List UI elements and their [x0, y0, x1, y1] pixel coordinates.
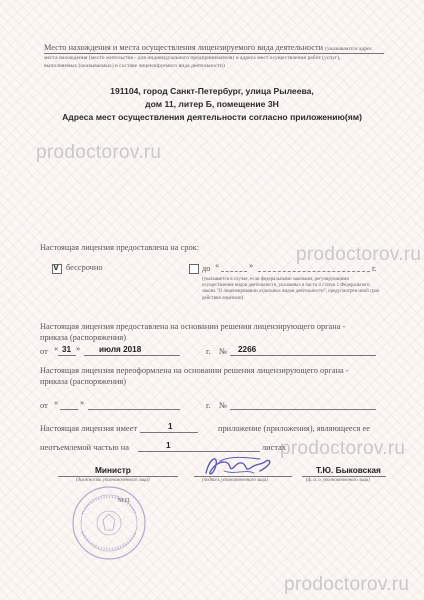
- term-label: Настоящая лицензия предоставлена на срок:: [40, 243, 200, 252]
- reissue-number-line[interactable]: [230, 409, 376, 410]
- watermark-text: prodoctorov.ru: [284, 574, 410, 595]
- reissue-day-line[interactable]: [60, 409, 78, 410]
- reissue-year-suffix: г.: [206, 401, 211, 410]
- basis-month-line: [84, 355, 180, 356]
- until-checkbox[interactable]: [189, 264, 199, 274]
- header-underline-1: [44, 53, 384, 54]
- basis-day: 31: [62, 345, 72, 354]
- name-caption: (ф. и. о. уполномоченного лица): [306, 478, 370, 483]
- basis-day-line: [58, 355, 76, 356]
- official-stamp: [70, 484, 148, 562]
- appendix-count-line: [140, 432, 198, 433]
- signature-line: [194, 476, 292, 477]
- basis-month-year: июля 2018: [99, 345, 142, 354]
- position-line: [58, 476, 178, 477]
- reissue-from-label: от: [40, 401, 48, 410]
- basis-line-1: Настоящая лицензия предоставлена на основании решения лицензирующего органа -: [40, 322, 346, 331]
- until-year-suffix: г.: [372, 264, 377, 273]
- signatory-name: Т.Ю. Быковская: [316, 465, 381, 475]
- basis-from-label: от: [40, 347, 48, 356]
- reissue-line-2: приказа (распоряжения): [40, 377, 127, 386]
- watermark-text: prodoctorov.ru: [296, 244, 422, 265]
- header-main-text: Место нахождения и места осуществления лицензируемого вида деятельности: [44, 43, 324, 52]
- watermark-text: prodoctorov.ru: [36, 142, 162, 163]
- until-day-field[interactable]: [221, 271, 247, 272]
- appendix-sheets: 1: [166, 441, 171, 450]
- reissue-number-sign: №: [219, 401, 227, 410]
- appendix-suffix: приложение (приложения), являющееся ее: [218, 424, 370, 433]
- appendix-line2-suffix: листах: [262, 443, 287, 452]
- until-label: до: [202, 264, 211, 273]
- position-caption: (должность уполномоченного лица): [76, 478, 150, 483]
- until-quote-close: »: [249, 261, 254, 270]
- appendix-count: 1: [168, 422, 173, 431]
- reissue-month-line[interactable]: [88, 409, 180, 410]
- stamp-place-label: М.П.: [118, 498, 131, 504]
- address-line-3: Адреса мест осуществления деятельности согласно приложению(ям): [62, 112, 362, 122]
- reissue-quote-close: »: [80, 398, 85, 407]
- header-line-3: выполняемых (оказываемых) в составе лицензируемого вида деятельности): [44, 63, 225, 69]
- header-line-2: места нахождения (место жительства - для индивидуального предпринимателя) и адреса мест осуществления работ (услуг),: [44, 55, 341, 61]
- watermark-text: prodoctorov.ru: [280, 438, 406, 459]
- name-line: [302, 476, 386, 477]
- header-line-1: [44, 43, 372, 52]
- check-mark-icon: v: [53, 262, 59, 272]
- term-note: (указывается в случае, если федеральными законами, регулирующими осуществление видов деятельности, указанных в части 4 статьи 1 Федерального закона "О лицензировании отдельных видов деятельности", предусмотрен иной срок действия лицензии): [202, 277, 380, 301]
- until-quote-open: «: [215, 261, 220, 270]
- basis-year-suffix: г.: [206, 347, 211, 356]
- unlimited-checkbox[interactable]: [52, 264, 62, 274]
- appendix-line2-prefix: неотъемлемой частью на: [40, 443, 129, 452]
- signatory-position: Министр: [95, 465, 131, 475]
- unlimited-label: бессрочно: [66, 263, 103, 272]
- header-small-text: (указываются адрес: [325, 46, 373, 52]
- address-line-2: дом 11, литер Б, помещение 3Н: [145, 99, 279, 109]
- basis-line-2: приказа (распоряжения): [40, 333, 127, 342]
- basis-number-line: [230, 355, 376, 356]
- signature-caption: (подпись уполномоченного лица): [202, 478, 268, 483]
- basis-number-sign: №: [219, 347, 227, 356]
- basis-number: 2266: [238, 345, 257, 354]
- appendix-prefix: Настоящая лицензия имеет: [40, 424, 137, 433]
- reissue-line-1: Настоящая лицензия переоформлена на основании решения лицензирующего органа -: [40, 366, 349, 375]
- reissue-quote-open: «: [54, 398, 59, 407]
- until-month-field[interactable]: [258, 271, 370, 272]
- address-line-1: 191104, город Санкт-Петербург, улица Рылеева,: [110, 86, 314, 96]
